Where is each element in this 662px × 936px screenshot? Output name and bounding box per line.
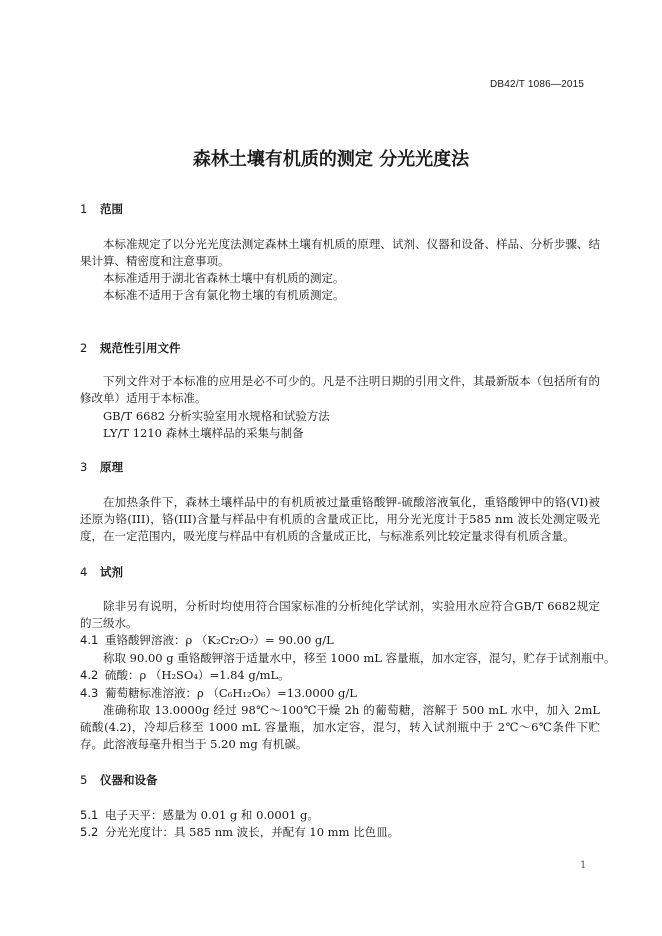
item-number: 5.2 — [80, 825, 99, 839]
section-number: 5 — [80, 773, 88, 787]
page-number: 1 — [580, 860, 587, 871]
section-title: 规范性引用文件 — [100, 341, 181, 355]
section-heading-principle — [80, 459, 123, 475]
section-number: 3 — [80, 460, 88, 474]
scope-paragraph-2: 本标准适用于湖北省森林土壤中有机质的测定。 — [103, 271, 345, 285]
reagent-item-4-1 — [80, 632, 334, 648]
section-heading-instruments — [80, 772, 158, 788]
normative-paragraph: 下列文件对于本标准的应用是必不可少的。凡是不注明日期的引用文件，其最新版本（包括所有的修改单）适用于本标准。 — [80, 374, 600, 405]
section-heading-scope — [80, 201, 123, 217]
page-title: 森林土壤有机质的测定 分光光度法 — [192, 149, 470, 170]
item-number: 5.1 — [80, 808, 99, 822]
section-heading-reagents — [80, 564, 123, 580]
section-number: 1 — [80, 202, 88, 216]
item-text: 葡萄糖标准溶液：ρ （C₆H₁₂O₆）=13.0000 g/L — [105, 686, 357, 700]
instrument-item-5-1 — [80, 807, 319, 823]
section-title: 范围 — [100, 202, 123, 216]
item-number: 4.1 — [80, 633, 99, 647]
item-text: 重铬酸钾溶液：ρ （K₂Cr₂O₇）= 90.00 g/L — [105, 633, 334, 647]
section-title: 原理 — [100, 460, 123, 474]
reagent-item-4-3 — [80, 685, 357, 701]
section-title: 仪器和设备 — [100, 773, 158, 787]
reagents-paragraph: 除非另有说明，分析时均使用符合国家标准的分析纯化学试剂，实验用水应符合GB/T 6682规定的三级水。 — [80, 599, 600, 630]
normative-reference-1: GB/T 6682 分析实验室用水规格和试验方法 — [103, 409, 330, 423]
item-number: 4.3 — [80, 686, 99, 700]
scope-paragraph-1: 本标准规定了以分光光度法测定森林土壤有机质的原理、试剂、仪器和设备、样品、分析步骤、结果计算、精密度和注意事项。 — [80, 237, 600, 268]
item-text: 分光光度计：具 585 nm 波长，并配有 10 mm 比色皿。 — [105, 825, 400, 839]
principle-paragraph: 在加热条件下，森林土壤样品中的有机质被过量重铬酸钾-硫酸溶液氧化，重铬酸钾中的铬(VI)被还原为铬(III)，铬(III)含量与样品中有机质的含量成正比，用分光光度计于585 nm 波长处测定吸光度，在一定范围内，吸光度与样品中有机质的含量成正比，与标准系列比较定量求得有机质含量。 — [80, 495, 600, 543]
instrument-item-5-2 — [80, 824, 399, 840]
reagent-4-3-description: 准确称取 13.0000g 经过 98℃～100℃干燥 2h 的葡萄糖，溶解于 500 mL 水中，加入 2mL 硫酸(4.2)，冷却后移至 1000 mL 容量瓶，加水定容，混匀，转入试剂瓶中于 2℃～6℃条件下贮存。此溶液每毫升相当于 5.20 mg 有机碳。 — [80, 703, 600, 751]
normative-reference-2: LY/T 1210 森林土壤样品的采集与制备 — [103, 426, 304, 440]
scope-paragraph-3: 本标准不适用于含有氯化物土壤的有机质测定。 — [103, 288, 345, 302]
reagent-4-1-description: 称取 90.00 g 重铬酸钾溶于适量水中，移至 1000 mL 容量瓶，加水定容，混匀，贮存于试剂瓶中。 — [103, 651, 616, 665]
reagent-item-4-2 — [80, 667, 290, 683]
item-text: 电子天平：感量为 0.01 g 和 0.0001 g。 — [105, 808, 319, 822]
standard-number: DB42/T 1086—2015 — [490, 79, 585, 90]
item-number: 4.2 — [80, 668, 99, 682]
item-text: 硫酸：ρ （H₂SO₄）=1.84 g/mL。 — [105, 668, 290, 682]
section-number: 2 — [80, 341, 88, 355]
section-title: 试剂 — [100, 565, 123, 579]
section-heading-normative — [80, 340, 181, 356]
section-number: 4 — [80, 565, 88, 579]
